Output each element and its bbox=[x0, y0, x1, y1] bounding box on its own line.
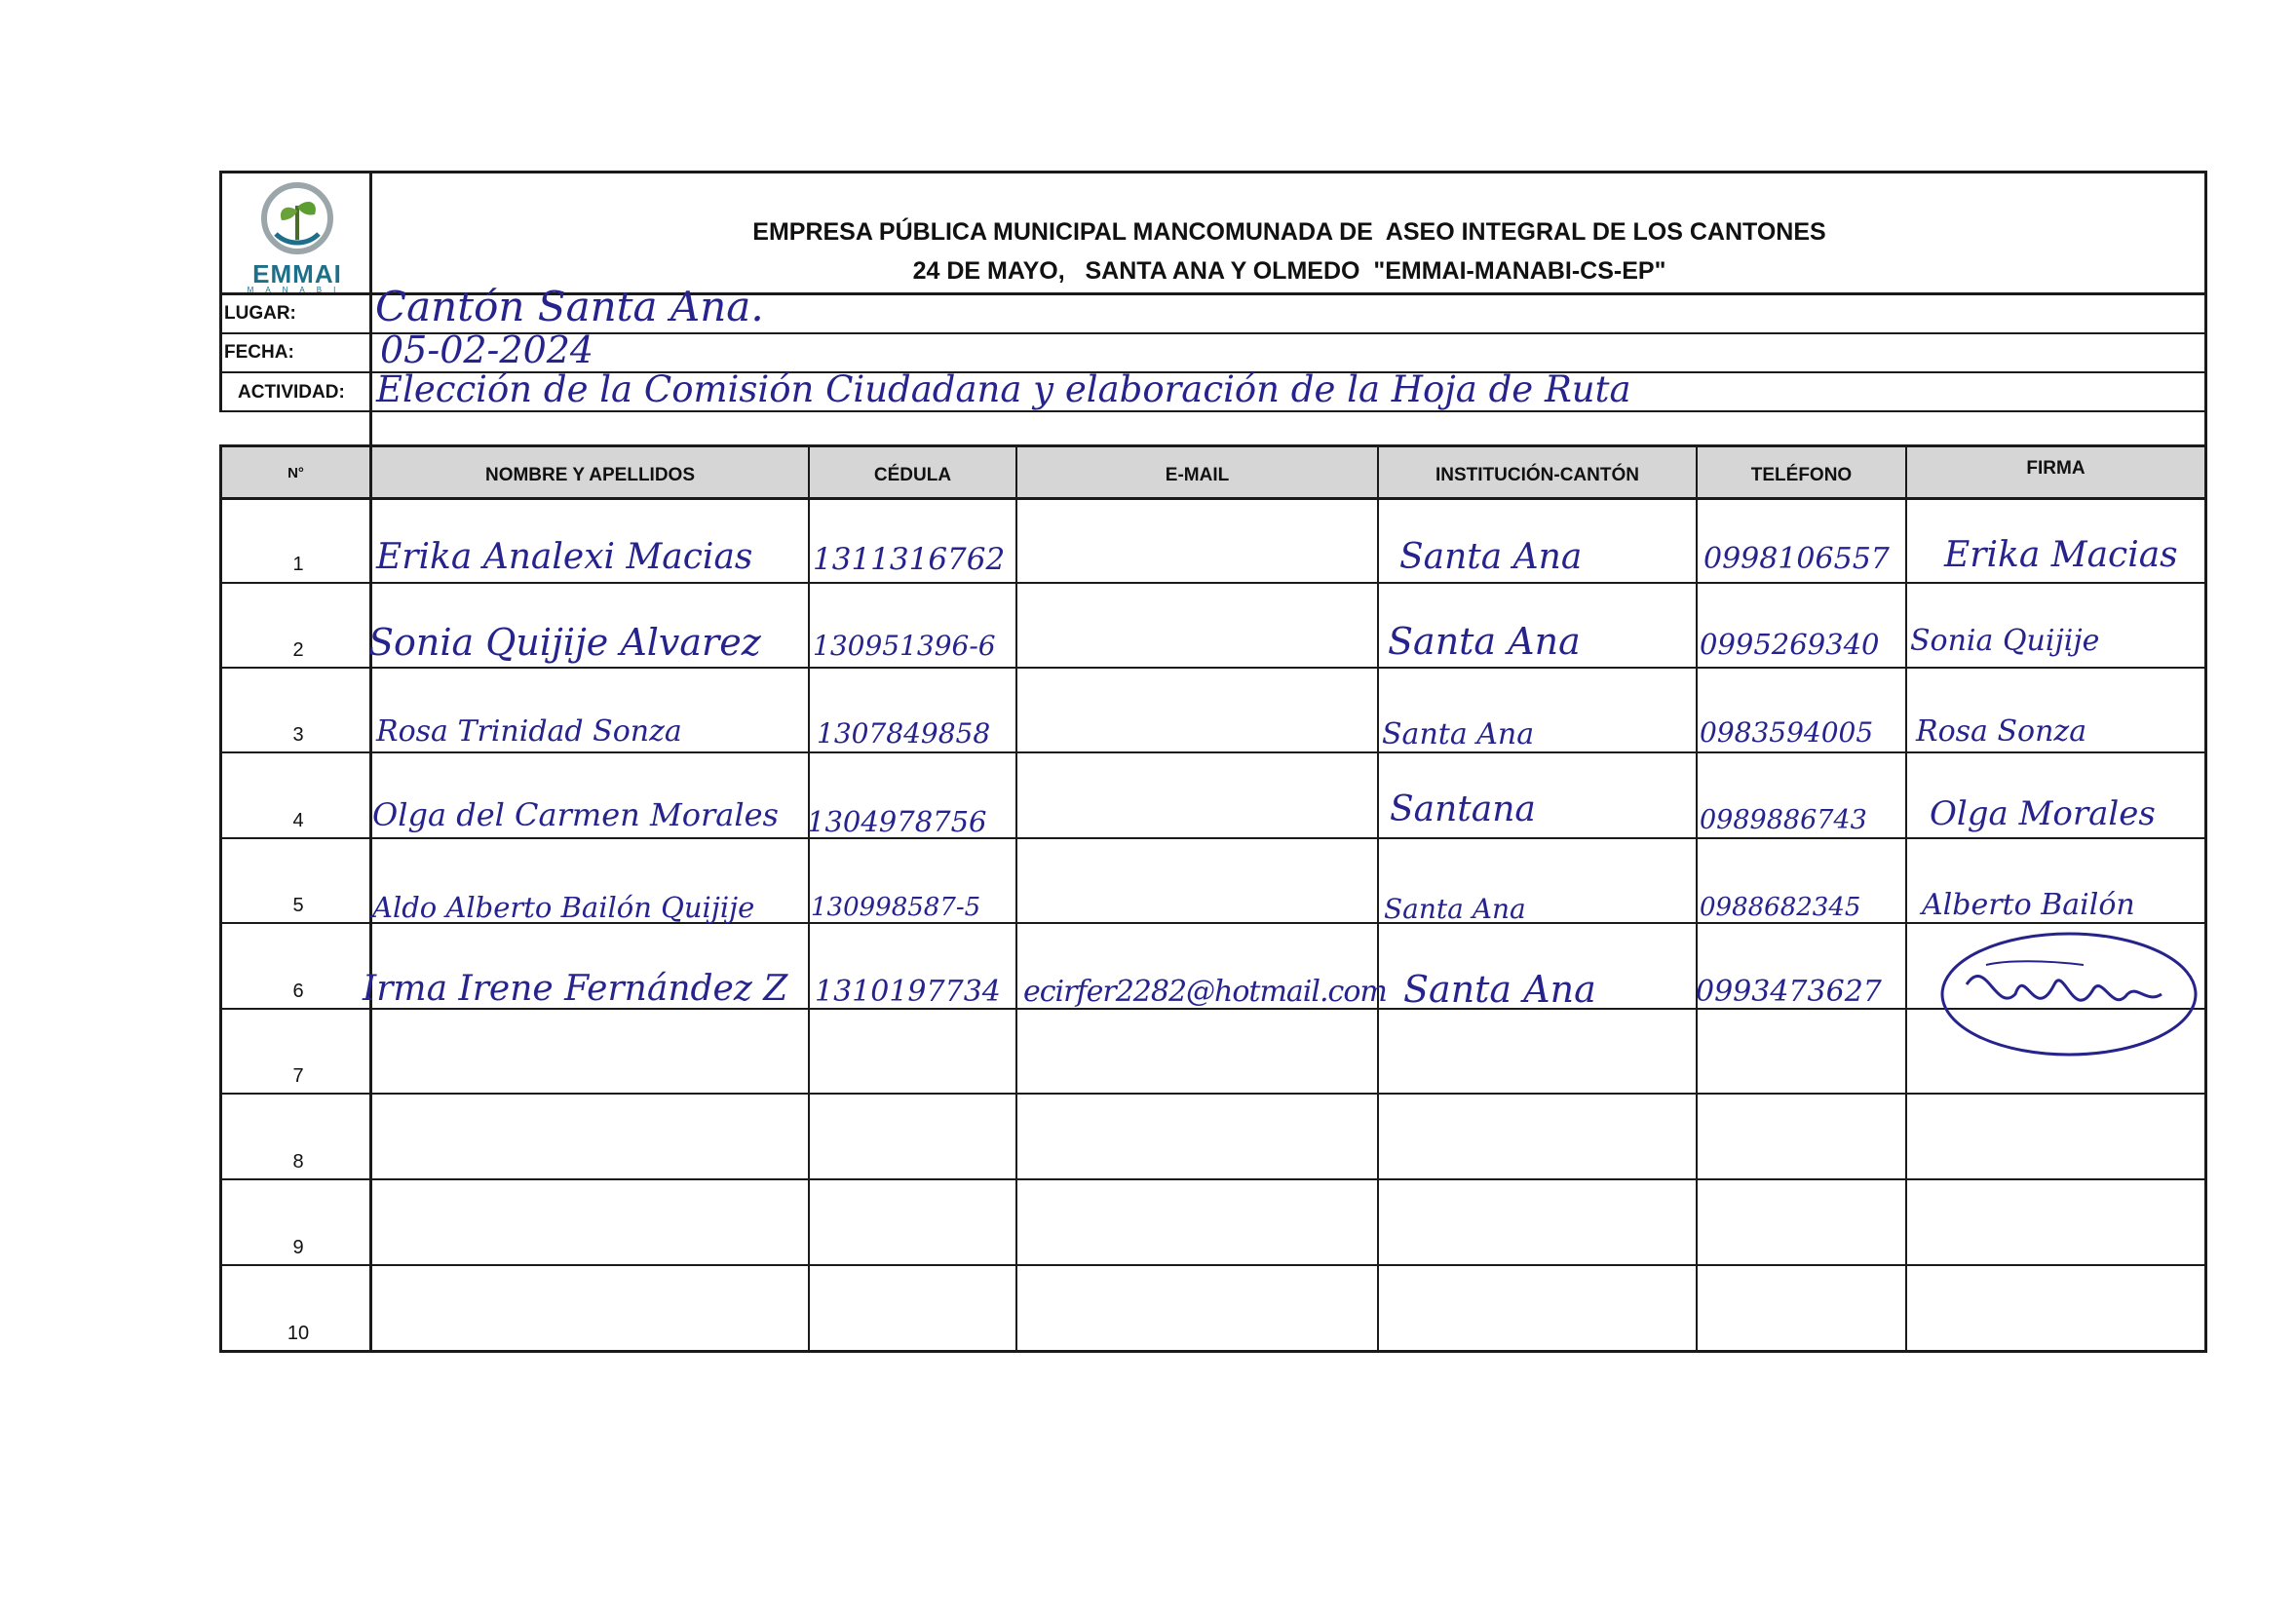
cell-cedula: 130998587-5 bbox=[811, 893, 981, 922]
row-number: 5 bbox=[292, 895, 304, 916]
col-line bbox=[219, 444, 222, 1353]
cell-nombre: Aldo Alberto Bailón Quijije bbox=[372, 891, 755, 924]
cell-nombre: Sonia Quijije Alvarez bbox=[368, 621, 761, 664]
row-line bbox=[219, 1178, 2207, 1180]
table-bottom bbox=[219, 1350, 2207, 1353]
col-line bbox=[1905, 444, 1907, 1353]
logo-tagline: MANABI bbox=[247, 286, 348, 294]
cell-firma: Sonia Quijije bbox=[1910, 624, 2100, 658]
fecha-value: 05-02-2024 bbox=[380, 328, 594, 371]
cell-telefono: 0989886743 bbox=[1700, 805, 1867, 835]
cell-cedula: 130951396-6 bbox=[813, 630, 996, 662]
cell-firma: Erika Macias bbox=[1944, 535, 2178, 575]
cell-canton: Santa Ana bbox=[1384, 893, 1526, 925]
col-header-telefono: TELÉFONO bbox=[1750, 465, 1853, 485]
lugar-value: Cantón Santa Ana. bbox=[375, 283, 764, 330]
cell-firma: Olga Morales bbox=[1930, 794, 2156, 833]
actividad-bottom bbox=[219, 410, 2207, 412]
col-header-email: E-MAIL bbox=[1165, 465, 1230, 485]
cell-telefono: 0998106557 bbox=[1703, 542, 1890, 576]
col-header-firma: FIRMA bbox=[2026, 458, 2086, 479]
cell-telefono: 0988682345 bbox=[1700, 893, 1861, 922]
col-line bbox=[1377, 444, 1379, 1353]
cell-email: ecirfer2282@hotmail.com bbox=[1023, 975, 1387, 1009]
cell-nombre: Irma Irene Fernández Z bbox=[363, 969, 788, 1009]
row-number: 3 bbox=[292, 724, 304, 746]
table-top bbox=[219, 444, 2207, 447]
row-number: 9 bbox=[292, 1237, 304, 1258]
top-border bbox=[219, 171, 2207, 173]
col-line bbox=[1015, 444, 1017, 1353]
table-header-bottom bbox=[219, 497, 2207, 500]
cell-canton: Santa Ana bbox=[1399, 537, 1583, 577]
logo-brand: EMMAI bbox=[252, 259, 342, 289]
page-title bbox=[372, 212, 2206, 290]
row-line bbox=[219, 1264, 2207, 1266]
cell-canton: Santa Ana bbox=[1382, 717, 1535, 751]
row-number: 10 bbox=[287, 1323, 310, 1344]
lugar-label: LUGAR: bbox=[224, 303, 296, 324]
cell-telefono: 0995269340 bbox=[1700, 628, 1880, 661]
cell-nombre: Rosa Trinidad Sonza bbox=[376, 714, 682, 749]
col-line bbox=[2204, 444, 2207, 1353]
actividad-label: ACTIVIDAD: bbox=[238, 382, 345, 403]
col-line bbox=[808, 444, 810, 1353]
title-line-1: EMPRESA PÚBLICA MUNICIPAL MANCOMUNADA DE ASEO INTEGRAL DE LOS CANTONES bbox=[752, 218, 1826, 246]
row-number: 7 bbox=[292, 1065, 304, 1087]
cell-cedula: 1307849858 bbox=[817, 717, 991, 750]
row-line bbox=[219, 751, 2207, 753]
cell-cedula: 1310197734 bbox=[815, 975, 1001, 1009]
left-border bbox=[219, 171, 222, 411]
fecha-label: FECHA: bbox=[224, 342, 294, 363]
row-line bbox=[219, 582, 2207, 584]
actividad-value: Elección de la Comisión Ciudadana y elaboración de la Hoja de Ruta bbox=[376, 368, 1631, 410]
logo bbox=[232, 181, 363, 294]
row-number: 4 bbox=[292, 810, 304, 831]
col-header-cedula: CÉDULA bbox=[873, 465, 952, 485]
signature-icon bbox=[1928, 926, 2220, 1082]
cell-canton: Santa Ana bbox=[1403, 968, 1596, 1011]
cell-nombre: Olga del Carmen Morales bbox=[372, 796, 779, 833]
cell-cedula: 1304978756 bbox=[807, 805, 987, 838]
col-line bbox=[1696, 444, 1698, 1353]
row-line bbox=[219, 1093, 2207, 1095]
cell-nombre: Erika Analexi Macias bbox=[376, 537, 753, 577]
col-header-nombre: NOMBRE Y APELLIDOS bbox=[484, 465, 695, 485]
cell-firma: Rosa Sonza bbox=[1916, 714, 2087, 749]
row-number: 2 bbox=[292, 639, 304, 661]
cell-firma: Alberto Bailón bbox=[1922, 888, 2135, 922]
row-number: 6 bbox=[292, 981, 304, 1002]
cell-canton: Santa Ana bbox=[1388, 620, 1581, 663]
cell-telefono: 0993473627 bbox=[1696, 975, 1882, 1009]
row-number: 8 bbox=[292, 1151, 304, 1173]
title-line-2: 24 DE MAYO, SANTA ANA Y OLMEDO "EMMAI-MANABI-CS-EP" bbox=[912, 257, 1666, 285]
col-header-n: N° bbox=[287, 465, 304, 481]
col-header-canton: INSTITUCIÓN-CANTÓN bbox=[1435, 465, 1639, 485]
cell-telefono: 0983594005 bbox=[1700, 716, 1874, 749]
row-number: 1 bbox=[292, 554, 304, 575]
cell-cedula: 1311316762 bbox=[813, 542, 1006, 577]
row-line bbox=[219, 837, 2207, 839]
row-line bbox=[219, 667, 2207, 669]
cell-canton: Santana bbox=[1390, 789, 1536, 829]
leaf-globe-icon bbox=[249, 181, 346, 257]
